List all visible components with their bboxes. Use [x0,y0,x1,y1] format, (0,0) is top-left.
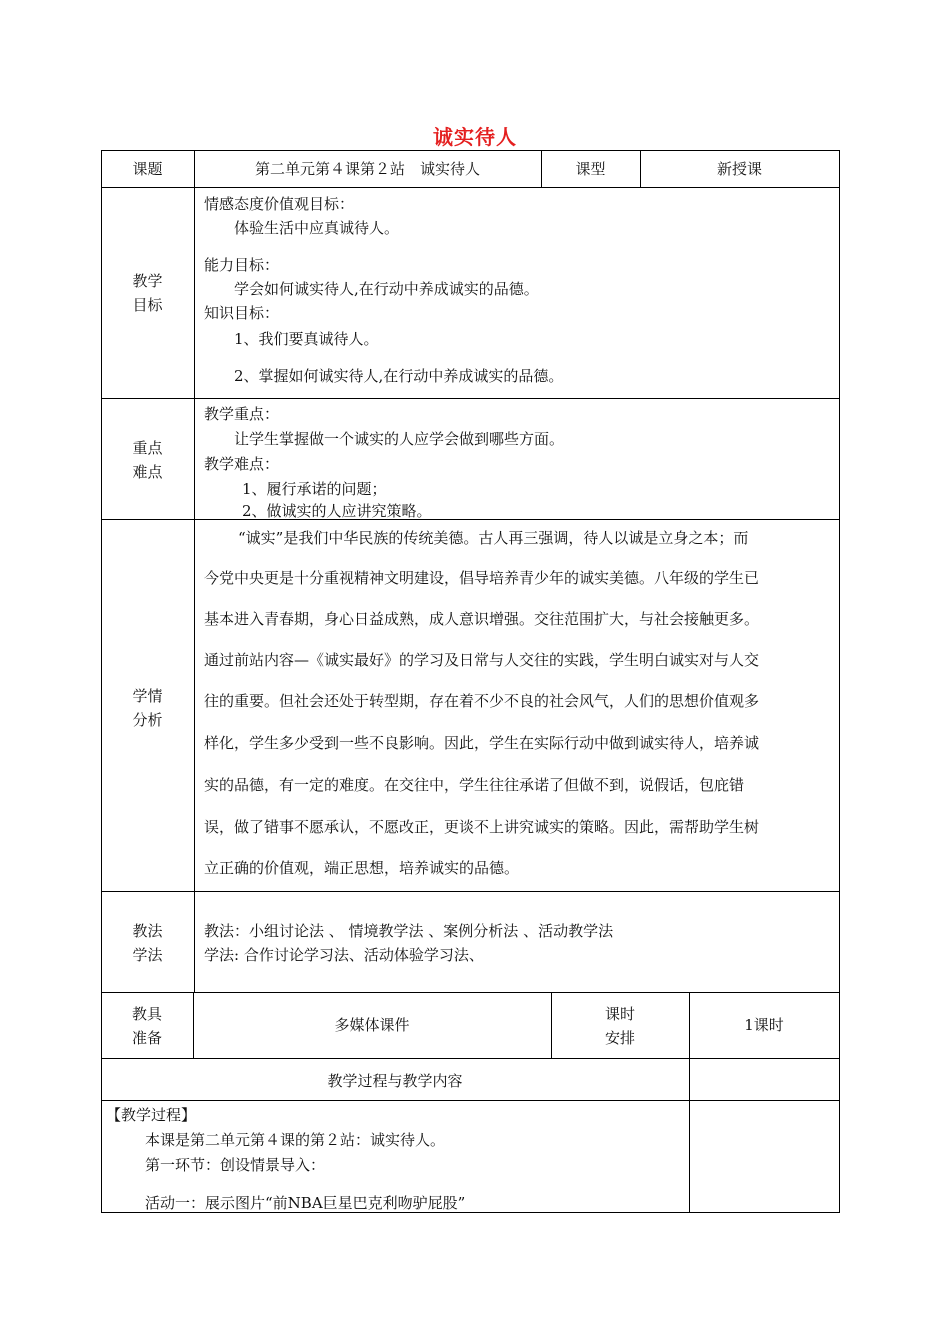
time-value: 1课时 [744,1016,784,1034]
topic-value: 第二单元第４课第２站 诚实待人 [254,160,480,178]
methods-label: 教法 学法 [132,922,163,964]
analysis-label: 学情 分析 [132,687,163,729]
type-label: 课型 [575,160,606,178]
teach-methods: 教法：小组讨论法 、 情境教学法 、案例分析法 、活动教学法 [204,922,614,940]
process-header: 教学过程与教学内容 [327,1072,463,1090]
learn-methods: 学法: 合作讨论学习法、活动体验学习法、 [204,946,484,964]
topic-label: 课题 [132,160,163,178]
time-label: 课时 安排 [604,1005,635,1047]
type-value: 新授课 [716,160,762,178]
materials-label: 教具 准备 [131,1005,162,1047]
materials-value: 多媒体课件 [334,1016,410,1034]
process-heading: 【教学过程】 [106,1106,197,1124]
goals-label: 教学 目标 [132,272,163,314]
page-title: 诚实待人 [433,125,517,149]
focus-label: 重点 难点 [132,439,163,481]
